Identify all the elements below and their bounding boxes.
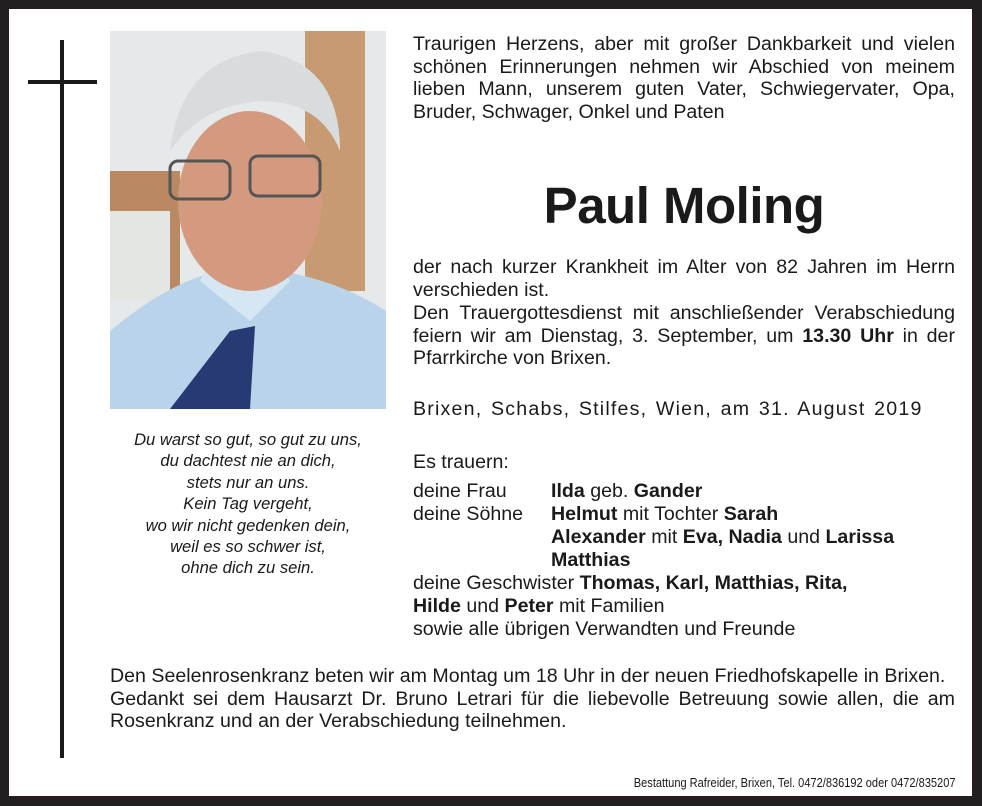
service-text-after: in der Pfarrkirche von Brixen. <box>413 324 955 370</box>
cross-icon-bar <box>28 80 97 84</box>
text: mit <box>645 526 683 548</box>
mourner-row-son3 <box>413 549 973 572</box>
closing-text <box>110 665 955 733</box>
text: mit Familien <box>553 595 665 617</box>
deceased-name: Paul Moling <box>543 177 825 234</box>
mourner-row-siblings <box>413 572 973 595</box>
mourner-row-sons <box>413 503 973 526</box>
name: Alexander <box>551 526 646 548</box>
name: Hilde <box>413 595 461 617</box>
name: Eva, Nadia <box>682 526 782 548</box>
name: Larissa <box>825 526 895 548</box>
poem <box>110 429 386 579</box>
name: Helmut <box>551 503 618 525</box>
portrait-photo <box>110 31 386 409</box>
poem-line: weil es so schwer ist, <box>170 537 326 557</box>
spacer <box>413 549 551 572</box>
label: deine Söhne <box>413 503 524 525</box>
text: geb. <box>584 480 634 502</box>
mourner-row-others: sowie alle übrigen Verwandten und Freunde <box>413 618 796 640</box>
label: deine Geschwister <box>413 572 580 594</box>
spacer <box>413 526 551 549</box>
mourners-list <box>413 480 973 641</box>
text: und <box>460 595 505 617</box>
poem-line: du dachtest nie an dich, <box>160 451 336 471</box>
poem-line: ohne dich zu sein. <box>181 558 315 578</box>
funeral-home-footer: Bestattung Rafreider, Brixen, Tel. 0472/836192 oder 0472/835207 <box>633 775 955 790</box>
poem-line: stets nur an uns. <box>186 472 310 492</box>
poem-line: wo wir nicht gedenken dein, <box>145 515 351 535</box>
poem-line: Du warst so gut, so gut zu uns, <box>134 430 362 449</box>
name: Sarah <box>723 503 779 525</box>
service-text-before: Den Trauergottesdienst mit anschließender Verabschiedung feiern wir am Dienstag, 3. September, um <box>413 302 955 347</box>
intro-text: Traurigen Herzens, aber mit großer Dankbarkeit und vielen schönen Erinnerungen nehmen wir Abschied von meinem lieben Mann, unserem guten Vater, Schwiegervater, Opa, Bruder, Schwager, Onkel und Paten <box>413 33 955 123</box>
text: und <box>781 526 826 548</box>
mourner-row-siblings2 <box>413 595 973 618</box>
poem-line: Kein Tag vergeht, <box>183 494 313 514</box>
death-note: der nach kurzer Krankheit im Alter von 82 Jahren im Herrn verschieden ist. <box>413 256 955 301</box>
name: Peter <box>504 595 554 617</box>
mourners-heading: Es trauern: <box>413 451 509 473</box>
name: Gander <box>633 480 703 502</box>
name: Thomas, Karl, Matthias, Rita, <box>579 572 848 594</box>
text: mit Tochter <box>617 503 724 525</box>
name: Matthias <box>551 549 631 571</box>
mourner-row-wife <box>413 480 973 503</box>
cross-icon <box>60 40 64 758</box>
mourner-row-son2 <box>413 526 973 549</box>
label: deine Frau <box>413 480 507 502</box>
rosary-text: Den Seelenrosenkranz beten wir am Montag um 18 Uhr in der neuen Friedhofskapelle in Brixen. <box>110 665 946 687</box>
service-time: 13.30 Uhr <box>802 324 894 347</box>
name: Ilda <box>551 480 585 502</box>
place-date: Brixen, Schabs, Stilfes, Wien, am 31. August 2019 <box>413 398 923 420</box>
thanks-text: Gedankt sei dem Hausarzt Dr. Bruno Letrari für die liebevolle Betreuung sowie allen, die am Rosenkranz und an der Verabschiedung teilnehmen. <box>110 687 955 733</box>
service-text <box>413 302 955 370</box>
